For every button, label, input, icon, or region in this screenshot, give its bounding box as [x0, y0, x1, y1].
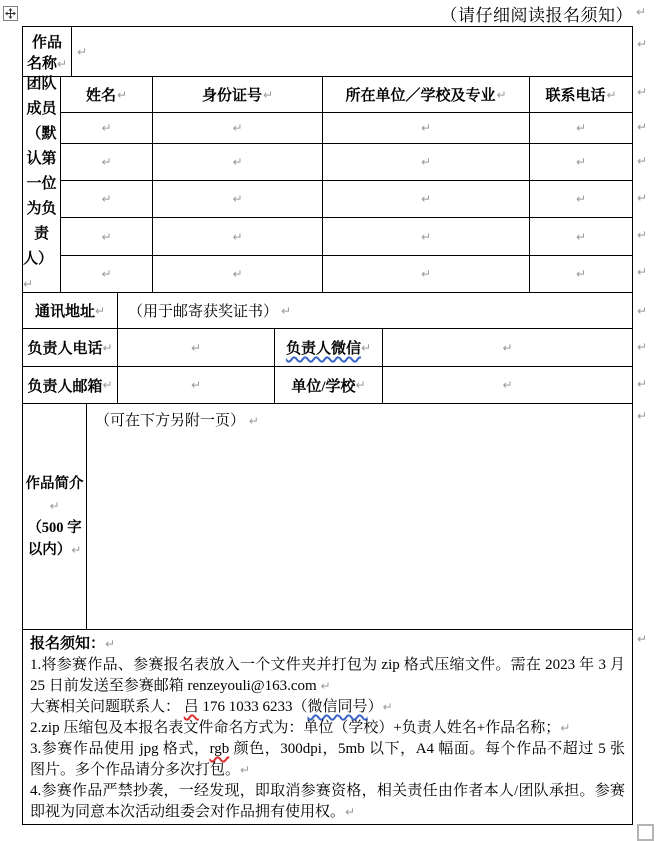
end-of-row-mark: ↵ [637, 37, 648, 51]
end-of-row-mark: ↵ [637, 154, 648, 168]
paragraph-mark: ↵ [420, 121, 432, 135]
paragraph-mark: ↵ [94, 303, 106, 318]
paragraph-mark: ↵ [116, 87, 128, 102]
notice-contact-line: 大赛相关问题联系人： 吕 176 1033 6233（微信同号）↵ [30, 699, 393, 715]
org-school-label: 单位/学校 ↵ [275, 367, 383, 403]
paragraph-mark: ↵ [281, 303, 292, 318]
notice-line: 25 日前发送至参赛邮箱 renzeyouli@163.com ↵ [30, 678, 331, 694]
paragraph-mark: ↵ [101, 155, 112, 169]
paragraph-mark: ↵ [232, 121, 243, 135]
table-move-handle[interactable] [3, 6, 18, 21]
header-id-number: 身份证号 ↵ [153, 77, 323, 113]
paragraph-mark: ↵ [232, 229, 243, 244]
paragraph-mark: ↵ [77, 44, 88, 59]
paragraph-mark: ↵ [101, 267, 112, 281]
work-intro-hint: （可在下方另附一页） [95, 413, 246, 429]
member-name-cell[interactable] [61, 218, 153, 256]
paragraph-mark: ↵ [320, 679, 331, 693]
paragraph-mark: ↵ [101, 229, 112, 244]
end-of-row-mark: ↵ [637, 340, 648, 354]
paragraph-mark: ↵ [575, 155, 587, 169]
work-intro-label: 作品简介↵ （500 字 以内）↵ [23, 404, 87, 629]
notice-line: 1.将参赛作品、参赛报名表放入一个文件夹并打包为 zip 格式压缩文件。需在 2023 年 3 月 [30, 657, 625, 673]
member-unit-cell[interactable] [323, 256, 530, 292]
paragraph-mark: ↵ [575, 121, 587, 135]
end-of-row-mark: ↵ [637, 120, 648, 134]
paragraph-mark: ↵ [496, 87, 507, 102]
paragraph-mark: ↵ [420, 155, 432, 169]
registration-form-table [22, 26, 633, 825]
member-phone-cell[interactable] [530, 144, 632, 181]
leader-wechat-label: 负责人微信 ↵ [275, 329, 383, 367]
notice-line: 4.参赛作品严禁抄袭，一经发现，即取消参赛资格，相关责任由作者本人/团队承担。参赛 [30, 783, 625, 799]
table-resize-handle[interactable] [637, 824, 654, 841]
leader-email-label: 负责人邮箱 ↵ [23, 367, 118, 403]
paragraph-mark: ↵ [240, 763, 251, 777]
contact-info-section [23, 293, 632, 404]
paragraph-mark: ↵ [71, 542, 82, 557]
end-of-row-mark: ↵ [637, 632, 648, 646]
paragraph-mark: ↵ [101, 192, 112, 206]
paragraph-mark: ↵ [102, 340, 113, 355]
paragraph-mark: ↵ [360, 340, 372, 355]
member-id-cell[interactable] [153, 218, 323, 256]
paragraph-mark: ↵ [23, 277, 34, 291]
member-id-cell[interactable] [153, 113, 323, 144]
notice-line: 图片。多个作品请分多次打包。↵ [30, 762, 251, 778]
mailing-address-hint: （用于邮寄获奖证书） [128, 304, 279, 320]
paragraph-mark: ↵ [101, 121, 112, 135]
team-members-section [23, 77, 632, 293]
member-unit-cell[interactable] [323, 144, 530, 181]
member-phone-cell[interactable] [530, 256, 632, 292]
paragraph-mark: ↵ [345, 805, 356, 819]
work-name-input-cell[interactable] [72, 27, 632, 76]
paragraph-mark: ↵ [190, 378, 202, 392]
notice-title: 报名须知： [30, 636, 106, 652]
paragraph-mark: ↵ [262, 87, 274, 102]
paragraph-mark: ↵ [355, 378, 366, 392]
member-unit-cell[interactable] [323, 113, 530, 144]
header-contact-phone: 联系电话 ↵ [530, 77, 632, 113]
mailing-address-input-cell[interactable] [118, 293, 632, 329]
paragraph-mark: ↵ [56, 56, 68, 71]
paragraph-mark: ↵ [102, 378, 113, 392]
leader-wechat-input-cell[interactable] [383, 329, 632, 367]
paragraph-mark: ↵ [190, 340, 202, 355]
leader-email-input-cell[interactable] [118, 367, 275, 403]
notice-line: 3.参赛作品使用 jpg 格式，rgb 颜色，300dpi，5mb 以下，A4 幅面。每个作品不超过 5 张 [30, 741, 625, 757]
member-id-cell[interactable] [153, 256, 323, 292]
member-name-cell[interactable] [61, 181, 153, 218]
work-name-row [23, 27, 632, 77]
paragraph-mark: ↵ [232, 155, 243, 169]
member-phone-cell[interactable] [530, 113, 632, 144]
end-of-row-mark: ↵ [637, 409, 648, 423]
paragraph-mark: ↵ [560, 721, 571, 735]
member-id-cell[interactable] [153, 144, 323, 181]
member-phone-cell[interactable] [530, 218, 632, 256]
member-name-cell[interactable] [61, 256, 153, 292]
read-notice-reminder: （请仔细阅读报名须知） [440, 6, 633, 25]
paragraph-mark: ↵ [232, 267, 243, 281]
paragraph-mark: ↵ [105, 637, 116, 651]
paragraph-mark: ↵ [420, 229, 432, 244]
notice-title-line [30, 634, 625, 655]
paragraph-mark: ↵ [575, 267, 587, 281]
member-name-cell[interactable] [61, 144, 153, 181]
member-unit-cell[interactable] [323, 218, 530, 256]
org-school-input-cell[interactable] [383, 367, 632, 403]
paragraph-mark: ↵ [502, 340, 513, 355]
paragraph-mark: ↵ [636, 5, 647, 19]
end-of-row-mark: ↵ [637, 191, 648, 205]
header-name: 姓名 ↵ [61, 77, 153, 113]
notice-line: 即视为同意本次活动组委会对作品拥有使用权。↵ [30, 804, 356, 820]
paragraph-mark: ↵ [420, 267, 432, 281]
work-intro-section [23, 404, 632, 630]
member-unit-cell[interactable] [323, 181, 530, 218]
paragraph-mark: ↵ [232, 192, 243, 206]
paragraph-mark: ↵ [575, 192, 587, 206]
leader-phone-label: 负责人电话 ↵ [23, 329, 118, 367]
work-intro-input-cell[interactable] [87, 404, 632, 629]
contact-person-name: 吕 [183, 699, 199, 715]
paragraph-mark: ↵ [382, 700, 393, 714]
header-unit-school-major: 所在单位／学校及专业 ↵ [323, 77, 530, 113]
end-of-row-mark: ↵ [637, 304, 648, 318]
team-members-label: 团队 成员 （默 认第 一位 为负 责 人）↵ [23, 77, 61, 292]
member-name-cell[interactable] [61, 113, 153, 144]
paragraph-mark: ↵ [606, 87, 617, 102]
member-id-cell[interactable] [153, 181, 323, 218]
paragraph-mark: ↵ [248, 414, 259, 428]
paragraph-mark: ↵ [420, 192, 432, 206]
paragraph-mark: ↵ [502, 378, 513, 392]
work-name-label: 作品 名称↵ [23, 27, 72, 76]
end-of-row-mark: ↵ [637, 228, 648, 242]
end-of-row-mark: ↵ [637, 377, 648, 391]
paragraph-mark: ↵ [575, 229, 587, 244]
notice-section [23, 630, 632, 824]
member-phone-cell[interactable] [530, 181, 632, 218]
notice-line: 2.zip 压缩包及本报名表文件命名方式为：单位（学校）+负责人姓名+作品名称；↵ [30, 720, 571, 736]
end-of-row-mark: ↵ [637, 265, 648, 279]
end-of-row-mark: ↵ [637, 85, 648, 99]
leader-phone-input-cell[interactable] [118, 329, 275, 367]
paragraph-mark: ↵ [49, 498, 60, 513]
move-arrows-icon [5, 8, 16, 19]
mailing-address-label: 通讯地址 ↵ [23, 293, 118, 329]
